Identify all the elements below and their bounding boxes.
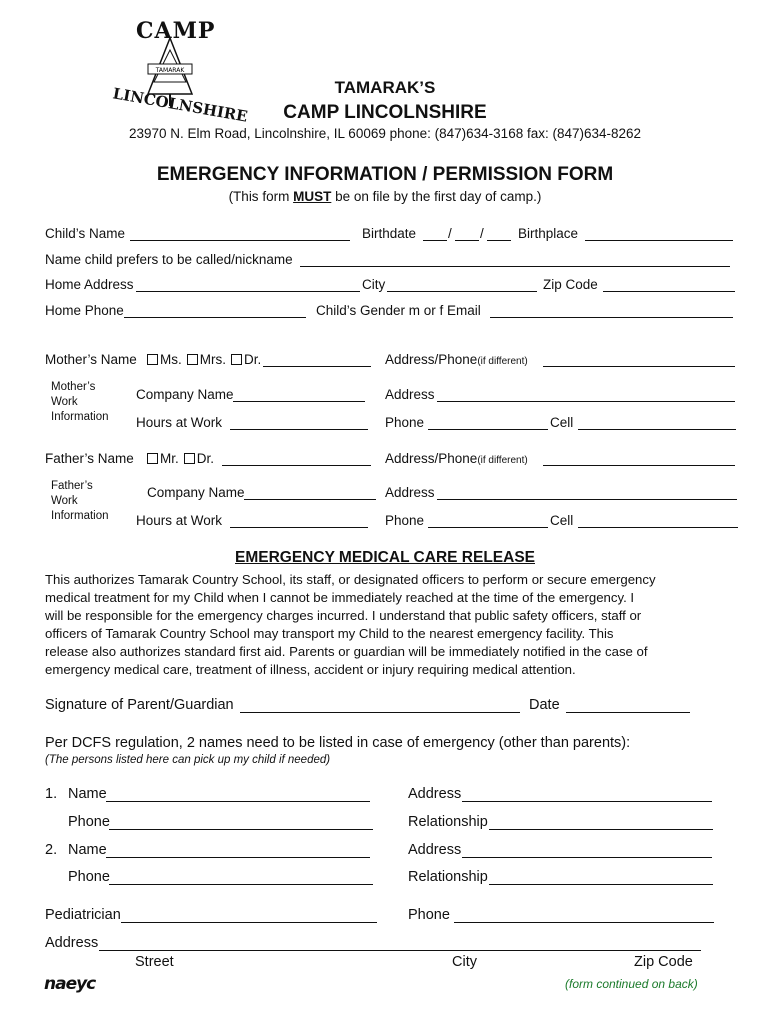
dcfs-subnote: (The persons listed here can pick up my child if needed): [45, 754, 331, 766]
subtitle-pre: (This form: [228, 189, 294, 204]
header-address: 23970 N. Elm Road, Lincolnshire, IL 60069 phone: (847)634-3168 fax: (847)634-8262: [128, 126, 642, 141]
dr-label: Dr.: [244, 352, 262, 367]
mothers-name-field[interactable]: [263, 366, 371, 367]
contact2-address-label: Address: [408, 842, 462, 858]
subtitle-must: MUST: [293, 189, 332, 204]
father-phone-label: Phone: [385, 513, 425, 528]
mother-address-phone-text: Address/Phone: [385, 352, 478, 367]
home-phone-label: Home Phone: [45, 303, 124, 318]
contact2-relationship-field[interactable]: [489, 884, 713, 885]
form-title: EMERGENCY INFORMATION / PERMISSION FORM: [156, 164, 614, 185]
father-work-l2: Work: [51, 495, 78, 507]
father-hours-field[interactable]: [230, 527, 368, 528]
zip-label: Zip Code: [543, 277, 598, 292]
city-label: City: [362, 277, 386, 292]
logo-bottom-text: LINCOLNSHIRE: [111, 84, 249, 126]
release-line: release also authorizes standard first aid. Parents or guardian will be immediately notified in the case of: [45, 644, 648, 659]
father-work-address-field[interactable]: [437, 499, 737, 500]
release-line: will be responsible for the emergency charges incurred. I understand that public safety officers, staff or: [45, 608, 642, 623]
home-phone-field[interactable]: [124, 317, 306, 318]
contact1-name-field[interactable]: [106, 801, 370, 802]
birthplace-label: Birthplace: [518, 226, 579, 241]
release-line: medical treatment for my Child when I cannot be immediately reached at the time of the emergency. I: [45, 590, 635, 605]
ms-checkbox[interactable]: [147, 354, 158, 365]
mother-title-options: [142, 352, 261, 367]
birthdate-month-field[interactable]: [423, 240, 447, 241]
fathers-name-field[interactable]: [222, 465, 371, 466]
mother-work-l3: Information: [51, 411, 109, 423]
contact2-name-label: Name: [68, 842, 107, 858]
title-tamaraks: TAMARAK’S: [334, 78, 436, 97]
mother-cell-label: Cell: [550, 415, 574, 430]
mother-address-phone-label: [385, 352, 528, 367]
dcfs-note: Per DCFS regulation, 2 names need to be listed in case of emergency (other than parents):: [45, 735, 631, 751]
father-address-phone-text: Address/Phone: [385, 451, 478, 466]
contact1-relationship-field[interactable]: [489, 829, 713, 830]
father-cell-label: Cell: [550, 513, 574, 528]
birthplace-field[interactable]: [585, 240, 733, 241]
mother-hours-field[interactable]: [230, 429, 368, 430]
pediatrician-label: Pediatrician: [45, 907, 121, 923]
mother-company-label: Company Name: [136, 387, 234, 402]
father-if-different: (if different): [477, 455, 528, 466]
mother-hours-label: Hours at Work: [136, 415, 223, 430]
mr-label: Mr.: [160, 451, 179, 466]
contact2-phone-label: Phone: [68, 869, 110, 885]
nickname-label: Name child prefers to be called/nickname: [45, 252, 293, 267]
release-heading: EMERGENCY MEDICAL CARE RELEASE: [235, 549, 535, 566]
subtitle-post: be on file by the first day of camp.): [331, 189, 542, 204]
mr-checkbox[interactable]: [147, 453, 158, 464]
father-company-field[interactable]: [244, 499, 376, 500]
home-address-field[interactable]: [136, 291, 360, 292]
mother-work-address-label: Address: [385, 387, 435, 402]
contact2-address-field[interactable]: [462, 857, 712, 858]
contact2-relationship-label: Relationship: [408, 869, 488, 885]
father-company-label: Company Name: [147, 485, 245, 500]
zip-field[interactable]: [603, 291, 735, 292]
birthdate-sep-2: /: [480, 226, 484, 241]
father-work-info-label: [51, 479, 109, 524]
email-field[interactable]: [490, 317, 733, 318]
father-dr-label: Dr.: [196, 451, 215, 466]
zip-caption: Zip Code: [634, 954, 693, 970]
signature-label: Signature of Parent/Guardian: [45, 697, 234, 713]
mother-address-phone-field[interactable]: [543, 366, 735, 367]
mothers-name-label: Mother’s Name: [45, 352, 137, 367]
mother-work-info-label: [51, 380, 109, 425]
mother-work-l1: Mother’s: [51, 381, 96, 393]
pediatrician-field[interactable]: [121, 922, 377, 923]
logo-top-text: CAMP: [136, 18, 216, 44]
fathers-name-label: Father’s Name: [45, 451, 134, 466]
contact1-phone-label: Phone: [68, 814, 110, 830]
mother-work-address-field[interactable]: [437, 401, 735, 402]
contact2-number: 2.: [45, 842, 58, 858]
form-subtitle: [0, 189, 770, 204]
birthdate-sep-1: /: [448, 226, 452, 241]
city-field[interactable]: [387, 291, 537, 292]
father-address-phone-label: [385, 451, 528, 466]
contact1-relationship-label: Relationship: [408, 814, 488, 830]
mother-if-different: (if different): [477, 356, 528, 367]
release-line: officers of Tamarak Country School may transport my Child to the nearest emergency facility. This: [45, 626, 614, 641]
release-paragraph: [45, 571, 725, 679]
mother-phone-label: Phone: [385, 415, 425, 430]
father-work-address-label: Address: [385, 485, 435, 500]
contact2-name-field[interactable]: [106, 857, 370, 858]
birthdate-label: Birthdate: [362, 226, 417, 241]
mother-cell-field[interactable]: [578, 429, 736, 430]
signature-field[interactable]: [240, 712, 520, 713]
father-work-l1: Father’s: [51, 480, 93, 492]
mrs-checkbox[interactable]: [187, 354, 198, 365]
nickname-field[interactable]: [300, 266, 730, 267]
mrs-label: Mrs.: [199, 352, 226, 367]
birthdate-year-field[interactable]: [487, 240, 511, 241]
street-caption: Street: [135, 954, 174, 970]
father-cell-field[interactable]: [578, 527, 738, 528]
mother-phone-field[interactable]: [428, 429, 548, 430]
date-label: Date: [529, 697, 560, 713]
father-title-options: [142, 451, 214, 466]
pediatrician-phone-field[interactable]: [454, 922, 714, 923]
mother-company-field[interactable]: [233, 401, 365, 402]
mother-work-l2: Work: [51, 396, 78, 408]
pediatrician-address-label: Address: [45, 935, 99, 951]
contact1-phone-field[interactable]: [109, 829, 373, 830]
contact2-phone-field[interactable]: [109, 884, 373, 885]
father-work-l3: Information: [51, 510, 109, 522]
contact1-number: 1.: [45, 786, 58, 802]
naeyc-logo: naeyc: [44, 974, 96, 994]
gender-email-label: Child’s Gender m or f Email: [316, 303, 481, 318]
father-hours-label: Hours at Work: [136, 513, 223, 528]
release-line: emergency medical care, treatment of illness, accident or injury requiring medical attention.: [45, 662, 576, 677]
pediatrician-phone-label: Phone: [408, 907, 450, 923]
birthdate-day-field[interactable]: [455, 240, 479, 241]
contact1-address-field[interactable]: [462, 801, 712, 802]
dr-checkbox[interactable]: [231, 354, 242, 365]
father-address-phone-field[interactable]: [543, 465, 735, 466]
ms-label: Ms.: [160, 352, 182, 367]
city-caption: City: [452, 954, 477, 970]
contact1-address-label: Address: [408, 786, 462, 802]
pediatrician-address-field[interactable]: [99, 950, 701, 951]
date-field[interactable]: [566, 712, 690, 713]
title-camp: CAMP LINCOLNSHIRE: [283, 102, 487, 123]
home-address-label: Home Address: [45, 277, 134, 292]
father-dr-checkbox[interactable]: [184, 453, 195, 464]
father-phone-field[interactable]: [428, 527, 548, 528]
childs-name-field[interactable]: [130, 240, 350, 241]
release-line: This authorizes Tamarak Country School, its staff, or designated officers to perform or secure emergency: [45, 572, 656, 587]
contact1-name-label: Name: [68, 786, 107, 802]
childs-name-label: Child’s Name: [45, 226, 126, 241]
svg-text:TAMARAK: TAMARAK: [155, 67, 185, 74]
continued-note: (form continued on back): [565, 977, 698, 991]
